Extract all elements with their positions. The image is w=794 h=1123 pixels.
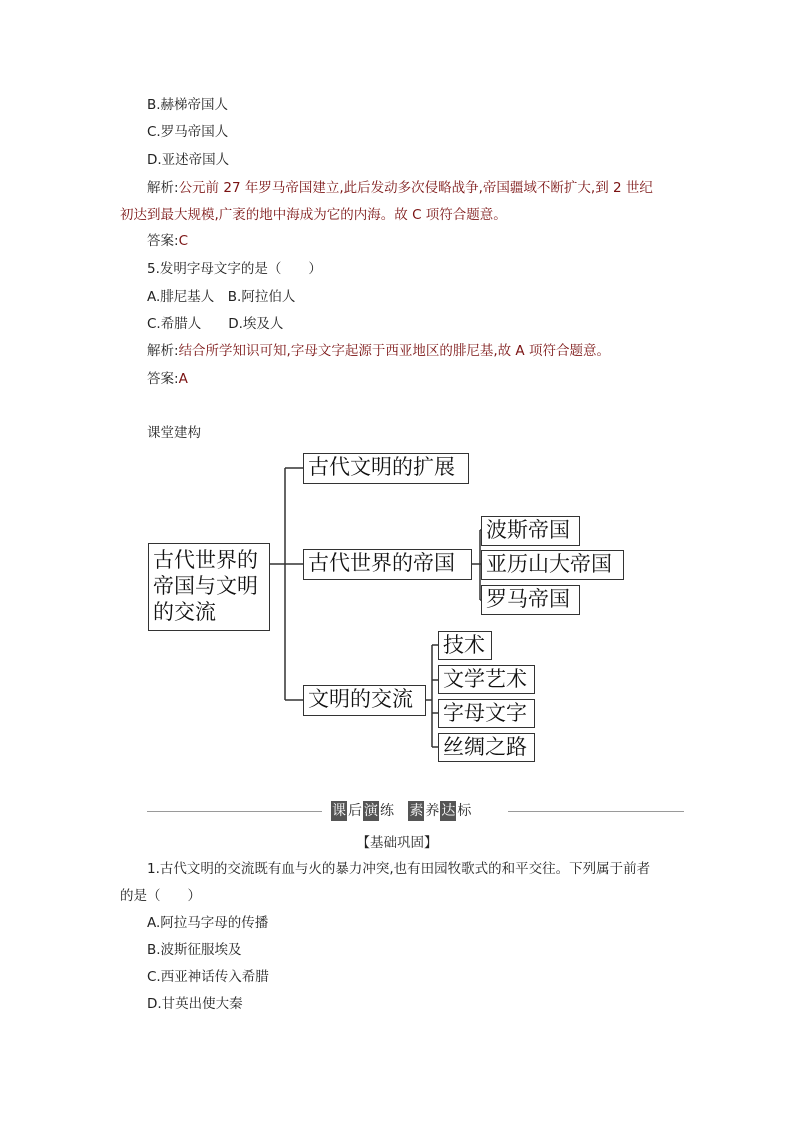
q1-option-b: B.波斯征服埃及	[147, 942, 242, 958]
divider-right	[508, 811, 684, 812]
root-line-2: 帝国与文明	[153, 574, 258, 598]
q5-options-cd: C.希腊人 D.埃及人	[147, 316, 284, 332]
analysis-text: 公元前 27 年罗马帝国建立,此后发动多次侵略战争,帝国疆域不断扩大,到 2 世纪	[178, 180, 653, 196]
root-line-1: 古代世界的	[153, 548, 258, 572]
q1-option-d: D.甘英出使大秦	[147, 996, 243, 1012]
banner-char: 标	[457, 803, 472, 819]
q5-options-ab: A.腓尼基人 B.阿拉伯人	[147, 289, 296, 305]
diagram-heading: 课堂建构	[147, 425, 201, 441]
option-b: B.赫梯帝国人	[147, 97, 229, 113]
option-d: D.亚述帝国人	[147, 152, 230, 168]
node-alphabet: 字母文字	[438, 699, 535, 728]
node-ancient-empires: 古代世界的帝国	[303, 549, 472, 580]
node-alexander-empire: 亚历山大帝国	[481, 550, 624, 580]
answer-label: 答案:	[147, 233, 179, 249]
node-literature-art: 文学艺术	[438, 665, 535, 694]
analysis-label: 解析:	[147, 180, 179, 196]
q5-stem: 5.发明字母文字的是（ ）	[147, 261, 322, 277]
node-civilization-exchange: 文明的交流	[303, 685, 426, 716]
node-technology: 技术	[438, 631, 492, 660]
root-line-3: 的交流	[153, 600, 216, 624]
q1-option-a: A.阿拉马字母的传播	[147, 915, 269, 931]
answer-label: 答案:	[147, 371, 179, 387]
section-banner	[330, 801, 471, 821]
node-silk-road: 丝绸之路	[438, 733, 535, 762]
answer-value: C	[178, 233, 188, 249]
divider-left	[147, 811, 322, 812]
banner-char: 后	[348, 803, 362, 819]
q1-stem-line-1: 1.古代文明的交流既有血与火的暴力冲突,也有田园牧歌式的和平交往。下列属于前者	[147, 861, 651, 877]
option-c: C.罗马帝国人	[147, 124, 229, 140]
analysis-label: 解析:	[147, 343, 179, 359]
root-node	[148, 543, 270, 631]
banner-char: 达	[441, 803, 456, 819]
banner-char: 练	[380, 803, 394, 819]
q1-option-c: C.西亚神话传入希腊	[147, 969, 269, 985]
node-civilization-expansion: 古代文明的扩展	[303, 453, 469, 484]
q1-stem-line-2: 的是（ ）	[120, 888, 201, 904]
analysis-line-2: 初达到最大规模,广袤的地中海成为它的内海。故 C 项符合题意。	[120, 207, 507, 223]
answer-value: A	[178, 371, 188, 387]
node-roman-empire: 罗马帝国	[481, 585, 580, 615]
banner-char: 素	[409, 803, 424, 819]
banner-char: 演	[364, 803, 378, 819]
banner-char: 课	[332, 803, 346, 819]
analysis-text: 结合所学知识可知,字母文字起源于西亚地区的腓尼基,故 A 项符合题意。	[178, 343, 610, 359]
section-subtitle: 【基础巩固】	[356, 835, 438, 851]
banner-char: 养	[425, 803, 440, 819]
node-persian-empire: 波斯帝国	[481, 516, 580, 546]
